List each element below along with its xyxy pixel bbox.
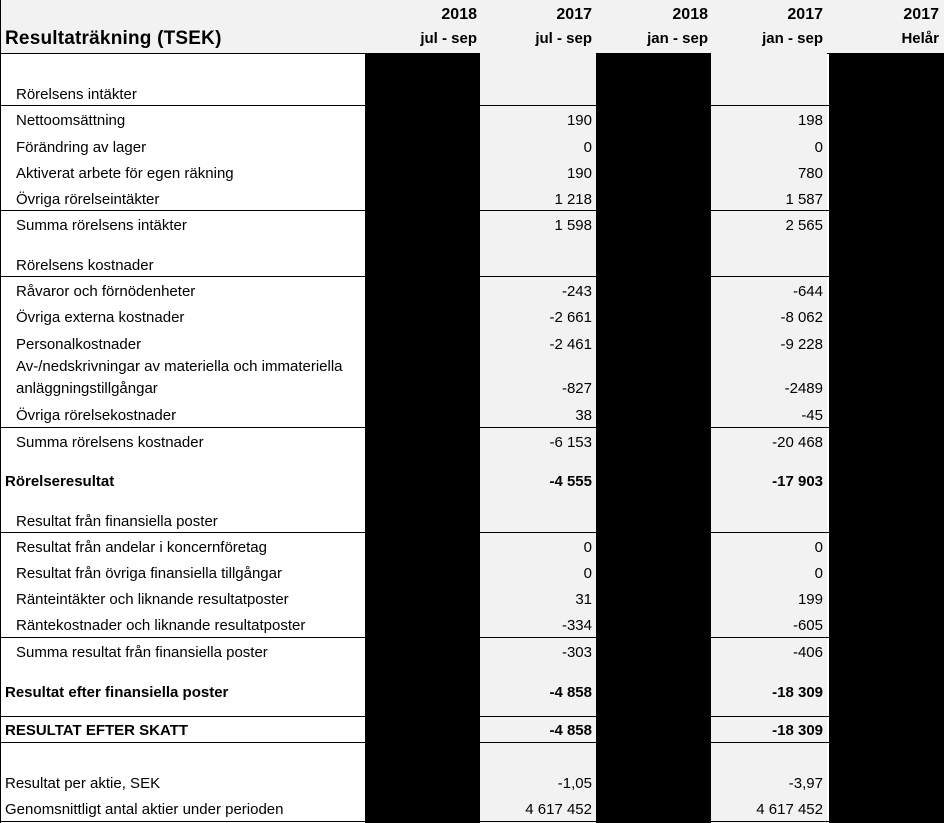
row-label: Summa rörelsens kostnader (16, 434, 204, 451)
col-period-3: jan - sep (647, 30, 708, 47)
value-2017-jul-sep: -4 858 (549, 722, 592, 739)
value-2017-jan-sep: 1 587 (785, 191, 823, 208)
table-row (0, 404, 944, 428)
value-2017-jul-sep: 1 598 (554, 217, 592, 234)
value-2017-jan-sep: -644 (792, 283, 823, 300)
table-row (0, 614, 944, 638)
row-label: Summa resultat från finansiella poster (16, 644, 268, 661)
row-label: Råvaror och förnödenheter (16, 283, 196, 300)
table-row (0, 306, 944, 330)
col-year-3: 2018 (672, 6, 708, 23)
table-row (0, 214, 944, 238)
row-label: Övriga externa kostnader (16, 309, 185, 326)
col-year-2: 2017 (556, 6, 592, 23)
rule (0, 716, 830, 717)
row-label: Räntekostnader och liknande resultatposter (16, 617, 306, 634)
value-2017-jan-sep: 0 (814, 565, 823, 582)
value-2017-jan-sep: -8 062 (780, 309, 823, 326)
table-row (0, 136, 944, 160)
table-row (0, 588, 944, 612)
row-label: RESULTAT EFTER SKATT (5, 722, 189, 739)
page-title: Resultaträkning (TSEK) (5, 28, 222, 49)
value-2017-jul-sep: -334 (561, 617, 592, 634)
table-row (0, 162, 944, 186)
value-2017-jan-sep: -18 309 (772, 722, 823, 739)
row-label: Resultat efter finansiella poster (5, 684, 229, 701)
row-label: Av-/nedskrivningar av materiella och immateriella (16, 358, 343, 375)
row-label: Resultat från finansiella poster (16, 513, 218, 530)
table-row (0, 510, 944, 534)
row-label: Resultat per aktie, SEK (5, 775, 161, 792)
value-2017-jan-sep: -9 228 (780, 336, 823, 353)
value-2017-jan-sep: -18 309 (772, 684, 823, 701)
value-2017-jul-sep: 190 (566, 165, 592, 182)
row-label: Rörelseresultat (5, 473, 115, 490)
table-row-total (0, 470, 944, 494)
row-label: Aktiverat arbete för egen räkning (16, 165, 234, 182)
table-row (0, 641, 944, 665)
row-label: Rörelsens kostnader (16, 257, 154, 274)
table-row (0, 280, 944, 304)
value-2017-jul-sep: -827 (561, 380, 592, 397)
row-label: Övriga rörelsekostnader (16, 407, 177, 424)
value-2017-jul-sep: 1 218 (554, 191, 592, 208)
value-2017-jul-sep: 0 (583, 539, 592, 556)
col-year-4: 2017 (787, 6, 823, 23)
table-row-total (0, 681, 944, 705)
value-2017-jul-sep: 190 (566, 112, 592, 129)
table-row (0, 377, 944, 401)
value-2017-jan-sep: 198 (797, 112, 823, 129)
value-2017-jul-sep: -243 (561, 283, 592, 300)
col-year-5: 2017 (903, 6, 939, 23)
col-period-2: jul - sep (535, 30, 592, 47)
value-2017-jan-sep: -45 (801, 407, 823, 424)
row-label: Nettoomsättning (16, 112, 126, 129)
value-2017-jan-sep: -17 903 (772, 473, 823, 490)
value-2017-jul-sep: 4 617 452 (525, 801, 592, 818)
table-row (0, 562, 944, 586)
value-2017-jan-sep: -3,97 (788, 775, 823, 792)
table-row (0, 431, 944, 455)
value-2017-jan-sep: 2 565 (785, 217, 823, 234)
row-label: Summa rörelsens intäkter (16, 217, 187, 234)
table-row (0, 83, 944, 107)
value-2017-jul-sep: 0 (583, 565, 592, 582)
value-2017-jul-sep: 31 (575, 591, 592, 608)
table-row (0, 109, 944, 133)
col-period-5: Helår (901, 30, 939, 47)
row-label: Ränteintäkter och liknande resultatposter (16, 591, 289, 608)
value-2017-jul-sep: -2 461 (549, 336, 592, 353)
table-row-total (0, 719, 944, 743)
value-2017-jul-sep: -1,05 (557, 775, 592, 792)
value-2017-jul-sep: -6 153 (549, 434, 592, 451)
value-2017-jul-sep: -2 661 (549, 309, 592, 326)
value-2017-jan-sep: -605 (792, 617, 823, 634)
value-2017-jul-sep: -303 (561, 644, 592, 661)
col-year-1: 2018 (441, 6, 477, 23)
value-2017-jan-sep: 4 617 452 (756, 801, 823, 818)
table-row (0, 536, 944, 560)
row-label: Resultat från övriga finansiella tillgångar (16, 565, 282, 582)
value-2017-jul-sep: -4 858 (549, 684, 592, 701)
col-period-4: jan - sep (762, 30, 823, 47)
row-label: Rörelsens intäkter (16, 86, 137, 103)
value-2017-jan-sep: 199 (797, 591, 823, 608)
value-2017-jan-sep: 0 (814, 139, 823, 156)
row-label: anläggningstillgångar (16, 380, 158, 397)
table-row (0, 798, 944, 822)
value-2017-jan-sep: 780 (797, 165, 823, 182)
col-period-1: jul - sep (420, 30, 477, 47)
value-2017-jul-sep: 0 (583, 139, 592, 156)
table-row (0, 772, 944, 796)
row-label: Genomsnittligt antal aktier under perioden (5, 801, 284, 818)
table-row (0, 254, 944, 278)
row-label: Resultat från andelar i koncernföretag (16, 539, 267, 556)
value-2017-jan-sep: -20 468 (772, 434, 823, 451)
value-2017-jan-sep: -406 (792, 644, 823, 661)
row-label: Förändring av lager (16, 139, 147, 156)
value-2017-jan-sep: 0 (814, 539, 823, 556)
table-row (0, 355, 944, 379)
table-row (0, 188, 944, 212)
value-2017-jul-sep: 38 (575, 407, 592, 424)
row-label: Övriga rörelseintäkter (16, 191, 160, 208)
value-2017-jan-sep: -2489 (784, 380, 823, 397)
table-row (0, 333, 944, 357)
row-label: Personalkostnader (16, 336, 142, 353)
value-2017-jul-sep: -4 555 (549, 473, 592, 490)
